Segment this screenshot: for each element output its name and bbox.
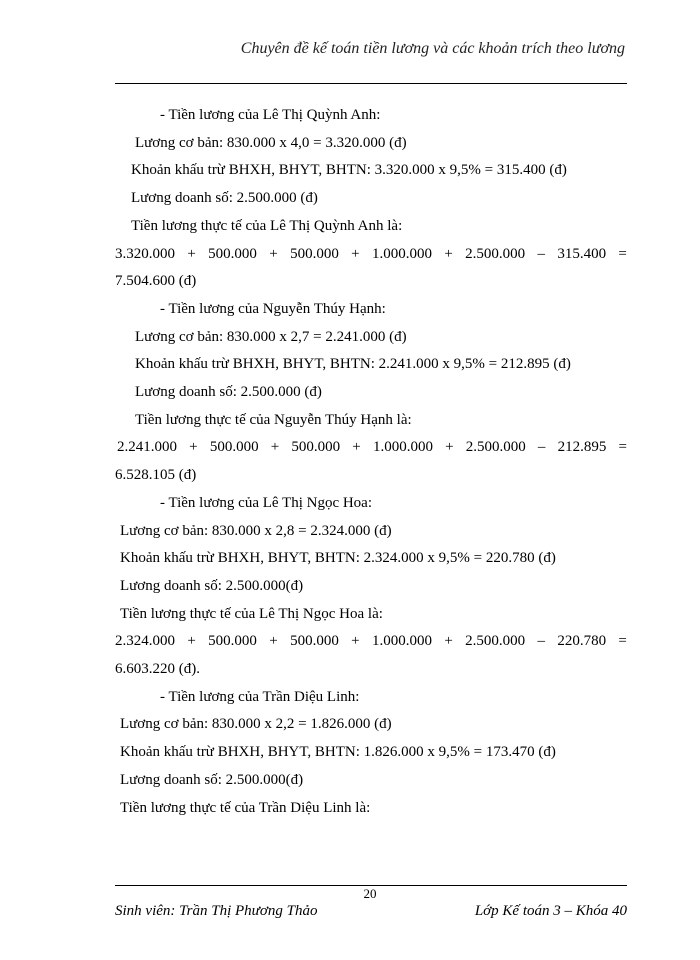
formula-result: 6.603.220 (đ). xyxy=(115,661,200,678)
deduction-line: Khoản khấu trừ BHXH, BHYT, BHTN: 3.320.000 x 9,5% = 315.400 (đ) xyxy=(131,162,567,179)
formula-term: 315.400 xyxy=(557,245,607,262)
footer-student: Sinh viên: Trần Thị Phương Thảo xyxy=(115,903,318,919)
base-salary-line: Lương cơ bản: 830.000 x 2,7 = 2.241.000 (đ) xyxy=(135,328,407,345)
formula-term: 2.500.000 xyxy=(465,633,526,650)
formula-term: 3.320.000 xyxy=(115,245,175,262)
sales-salary-line: Lương doanh số: 2.500.000(đ) xyxy=(120,577,304,594)
formula-term: 500.000 xyxy=(209,439,259,456)
base-salary-line: Lương cơ bản: 830.000 x 4,0 = 3.320.000 (đ) xyxy=(135,134,407,151)
formula-operator: – xyxy=(537,245,545,262)
formula-operator: + xyxy=(189,439,198,456)
deduction-line: Khoản khấu trừ BHXH, BHYT, BHTN: 1.826.000 x 9,5% = 173.470 (đ) xyxy=(120,744,556,761)
formula-term: 500.000 xyxy=(290,633,339,650)
formula-operator: + xyxy=(445,439,454,456)
sales-salary-line: Lương doanh số: 2.500.000 (đ) xyxy=(135,384,322,401)
sales-salary-line: Lương doanh số: 2.500.000(đ) xyxy=(120,771,304,788)
formula-operator: + xyxy=(269,633,278,650)
formula-operator: + xyxy=(187,633,196,650)
formula-term: 2.241.000 xyxy=(117,439,177,456)
actual-salary-label: Tiền lương thực tế của Lê Thị Quỳnh Anh là: xyxy=(131,217,403,234)
formula-term: 2.500.000 xyxy=(465,439,526,456)
running-header: Chuyên đề kế toán tiền lương và các khoản trích theo lương xyxy=(240,40,625,57)
header-rule xyxy=(115,83,627,84)
formula-operator: + xyxy=(269,245,278,262)
section-heading: - Tiền lương của Nguyễn Thúy Hạnh: xyxy=(160,300,386,317)
formula-result: 7.504.600 (đ) xyxy=(115,273,197,290)
formula-operator: + xyxy=(187,245,196,262)
salary-formula xyxy=(115,434,627,462)
deduction-line: Khoản khấu trừ BHXH, BHYT, BHTN: 2.241.000 x 9,5% = 212.895 (đ) xyxy=(135,356,571,373)
formula-operator: = xyxy=(618,245,627,262)
formula-operator: + xyxy=(351,245,360,262)
formula-operator: + xyxy=(444,245,453,262)
actual-salary-label: Tiền lương thực tế của Trần Diệu Linh là: xyxy=(120,799,371,816)
base-salary-line: Lương cơ bản: 830.000 x 2,8 = 2.324.000 (đ) xyxy=(120,522,392,539)
formula-term: 1.000.000 xyxy=(371,633,432,650)
formula-result: 6.528.105 (đ) xyxy=(115,467,197,484)
formula-operator: + xyxy=(351,633,360,650)
formula-operator: + xyxy=(444,633,453,650)
formula-term: 212.895 xyxy=(557,439,607,456)
footer-class: Lớp Kế toán 3 – Khóa 40 xyxy=(474,903,627,919)
section-heading: - Tiền lương của Lê Thị Quỳnh Anh: xyxy=(160,107,381,123)
actual-salary-label: Tiền lương thực tế của Lê Thị Ngọc Hoa là: xyxy=(120,605,383,622)
deduction-line: Khoản khấu trừ BHXH, BHYT, BHTN: 2.324.000 x 9,5% = 220.780 (đ) xyxy=(120,550,556,567)
base-salary-line: Lương cơ bản: 830.000 x 2,2 = 1.826.000 (đ) xyxy=(120,716,392,733)
formula-operator: = xyxy=(618,439,627,456)
formula-term: 1.000.000 xyxy=(371,245,432,262)
formula-term: 220.780 xyxy=(557,633,607,650)
formula-term: 2.500.000 xyxy=(465,245,526,262)
salary-formula xyxy=(115,628,627,656)
formula-term: 1.000.000 xyxy=(372,439,433,456)
salary-formula xyxy=(115,241,627,269)
formula-term: 500.000 xyxy=(291,439,341,456)
page-number: 20 xyxy=(363,886,377,901)
page-content xyxy=(115,102,627,822)
formula-operator: = xyxy=(618,633,627,650)
formula-term: 500.000 xyxy=(208,245,257,262)
section-heading: - Tiền lương của Lê Thị Ngọc Hoa: xyxy=(160,494,373,511)
actual-salary-label: Tiền lương thực tế của Nguyễn Thúy Hạnh là: xyxy=(135,411,412,428)
formula-term: 500.000 xyxy=(290,245,339,262)
formula-operator: – xyxy=(537,633,545,650)
formula-operator: + xyxy=(352,439,361,456)
section-heading: - Tiền lương của Trần Diệu Linh: xyxy=(160,688,360,705)
formula-operator: – xyxy=(537,439,546,456)
formula-operator: + xyxy=(270,439,280,456)
formula-term: 500.000 xyxy=(208,633,257,650)
formula-term: 2.324.000 xyxy=(115,633,175,650)
sales-salary-line: Lương doanh số: 2.500.000 (đ) xyxy=(131,190,318,207)
